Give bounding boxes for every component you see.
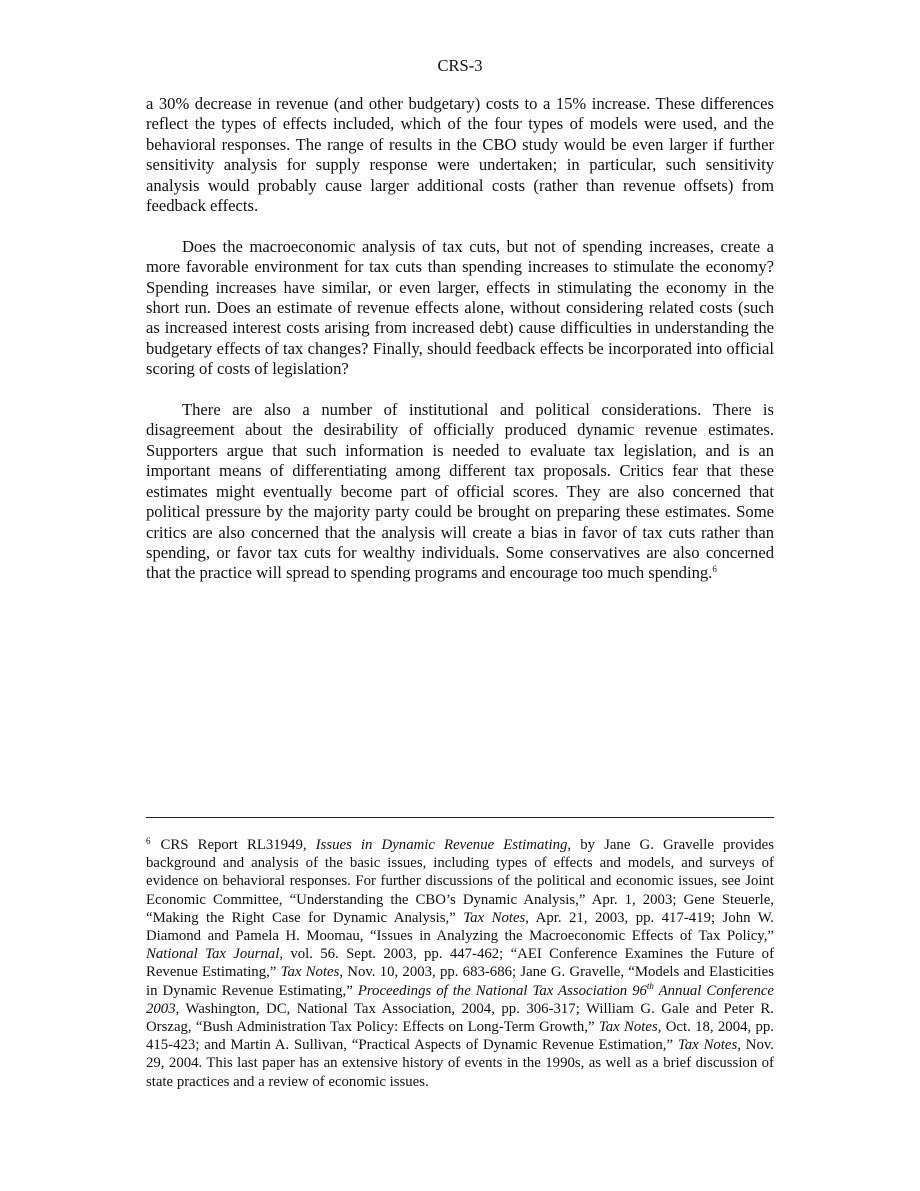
footnote-reference[interactable]: 6: [712, 564, 717, 575]
paragraph-2: Does the macroeconomic analysis of tax cuts, but not of spending increases, create a more favorable environment for tax cuts than spending increases to stimulate the economy? Spending increases have similar, or even larger, effects in stimulating the economy in the short run. Does an estimate of revenue effects alone, without considering related costs (such as increased interest costs arising from increased debt) cause difficulties in understanding the budgetary effects of tax changes? Finally, should feedback effects be incorporated into official scoring of costs of legislation?: [146, 236, 774, 379]
footnote-superscript-th: th: [646, 980, 654, 991]
paragraph-3-text: There are also a number of institutional and political considerations. There is disagreement about the desirability of officially produced dynamic revenue estimates. Supporters argue that such information is needed to evaluate tax legislation, and is an important means of differentiating among different tax proposals. Critics fear that these estimates might eventually become part of official scores. They are also concerned that political pressure by the majority party could be brought on preparing these estimates. Some critics are also concerned that the analysis will create a bias in favor of tax cuts rather than spending, or favor tax cuts for wealthy individuals. Some conservatives are also concerned that the practice will spread to spending programs and encourage too much spending.: [146, 400, 774, 583]
footnote-journal-ntj: National Tax Journal: [146, 946, 280, 963]
paragraph-3: [146, 400, 774, 584]
footnote-proceedings-title: Proceedings of the National Tax Association 96: [357, 982, 647, 999]
footnote-text-2: , by Jane G. Gravelle provides background and analysis of the basic issues, including types of effects and models, and surveys of evidence on behavioral responses. For further discussions of the political and economic issues, see Joint Economic Committee, “Understanding the CBO’s Dynamic Analysis,” Apr. 1, 2003; Gene Steuerle, “Making the Right Case for Dynamic Analysis,”: [146, 837, 774, 926]
footnote-journal-tax-notes-3: Tax Notes: [598, 1019, 658, 1036]
footnote-text-8: , Nov. 29, 2004. This last paper has an extensive history of events in the 1990s, as well as a brief discussion of state practices and a review of economic issues.: [146, 1037, 774, 1090]
footnote-text-3: , Apr. 21, 2003, pp. 417-419; John W. Diamond and Pamela H. Moomau, “Issues in Analyzing the Macroeconomic Effects of Tax Policy,”: [146, 909, 774, 945]
page-header: CRS-3: [437, 56, 483, 75]
footnote-divider: [146, 817, 774, 818]
footnote-proceedings-title-end: Annual Conference 2003: [146, 982, 774, 1017]
footnote-text-7: , Oct. 18, 2004, pp. 415-423; and Martin A. Sullivan, “Practical Aspects of Dynamic Revenue Estimation,”: [146, 1019, 774, 1054]
footnote-number: 6: [146, 836, 151, 846]
footnote-journal-tax-notes-1: Tax Notes: [463, 909, 526, 926]
footnote-journal-tax-notes-2: Tax Notes: [280, 964, 340, 981]
body-text: [146, 94, 774, 604]
footnote-text-5: , Nov. 10, 2003, pp. 683-686; Jane G. Gravelle, “Models and Elasticities in Dynamic Revenue Estimating,”: [146, 964, 774, 999]
footnote-title-issues: Issues in Dynamic Revenue Estimating: [315, 837, 568, 853]
footnote-text-6: , Washington, DC, National Tax Association, 2004, pp. 306-317; William G. Gale and Peter R. Orszag, “Bush Administration Tax Policy: Effects on Long-Term Growth,”: [146, 1000, 774, 1036]
paragraph-1: a 30% decrease in revenue (and other budgetary) costs to a 15% increase. These differences reflect the types of effects included, which of the four types of models were used, and the behavioral responses. The range of results in the CBO study would be even larger if further sensitivity analysis for supply response were undertaken; in particular, such sensitivity analysis would probably cause larger additional costs (rather than revenue offsets) from feedback effects.: [146, 94, 774, 216]
footnote-text-1: CRS Report RL31949,: [160, 837, 316, 853]
footnote-6: [146, 836, 774, 1091]
footnote-text-4: , vol. 56. Sept. 2003, pp. 447-462; “AEI Conference Examines the Future of Revenue Estimating,”: [146, 946, 774, 981]
footnote-journal-tax-notes-4: Tax Notes: [677, 1037, 738, 1054]
